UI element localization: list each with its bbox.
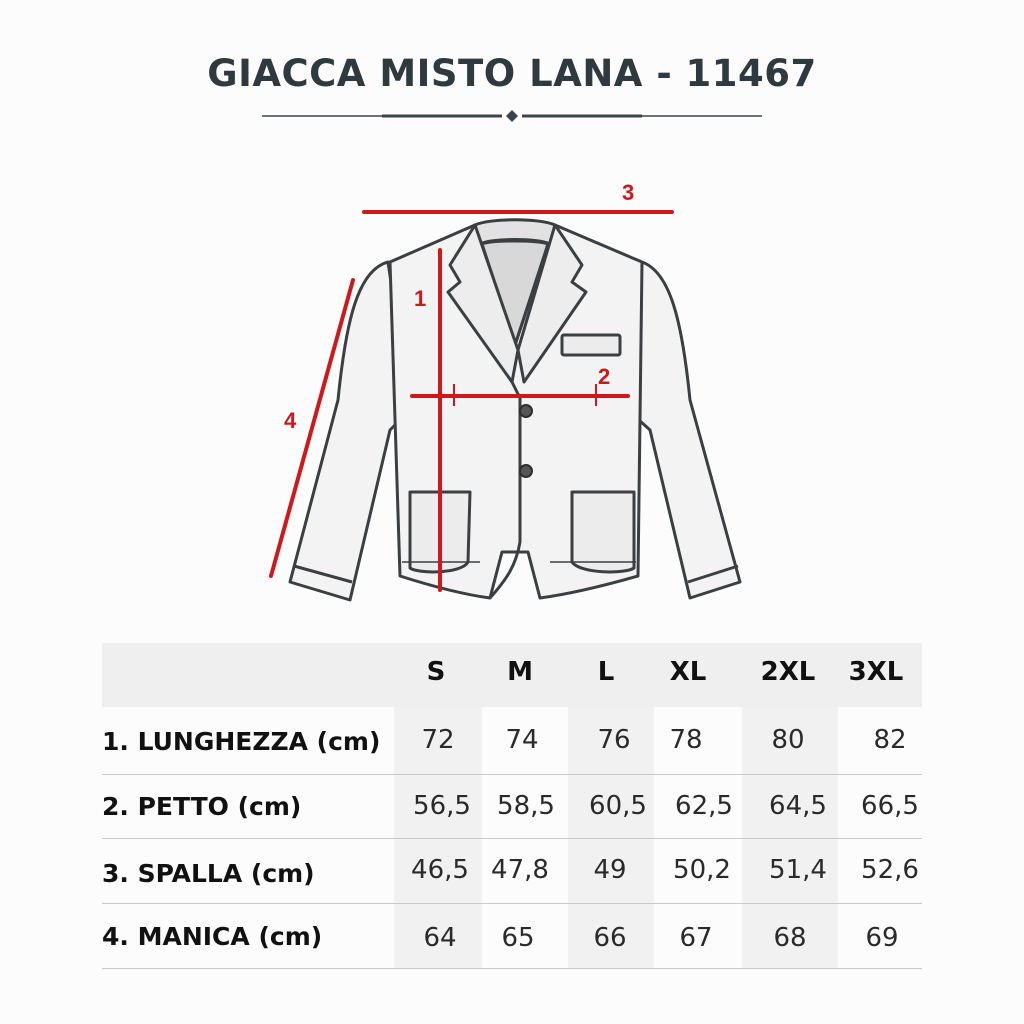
row-label-length: 1. LUNGHEZZA (cm) (102, 727, 381, 756)
table-cell: 66 (593, 923, 627, 953)
table-cell: 69 (865, 923, 899, 953)
table-cell: 46,5 (411, 855, 469, 885)
measure-label-shoulder: 3 (622, 180, 635, 205)
row-divider (102, 774, 922, 775)
page-title: GIACCA MISTO LANA - 11467 (207, 52, 817, 95)
table-cell: 82 (873, 725, 907, 755)
row-divider (102, 968, 922, 969)
row-divider (102, 838, 922, 839)
row-divider (102, 903, 922, 904)
measure-label-length: 1 (414, 286, 427, 311)
table-cell: 50,2 (673, 855, 731, 885)
table-cell: 76 (597, 725, 631, 755)
button-icon (520, 465, 532, 477)
table-cell: 49 (593, 855, 627, 885)
size-header-xl: XL (669, 657, 707, 687)
size-header-2xl: 2XL (760, 657, 816, 687)
table-cell: 56,5 (413, 791, 471, 821)
table-cell: 74 (505, 725, 539, 755)
row-label-chest: 2. PETTO (cm) (102, 792, 302, 821)
blazer-diagram (250, 170, 770, 610)
button-icon (520, 405, 532, 417)
measure-label-chest: 2 (598, 364, 611, 389)
row-label-shoulder: 3. SPALLA (cm) (102, 859, 315, 888)
table-cell: 64 (423, 923, 457, 953)
table-cell: 60,5 (589, 791, 647, 821)
table-cell: 78 (669, 725, 703, 755)
blazer-icon (290, 220, 740, 600)
table-cell: 58,5 (497, 791, 555, 821)
size-header-s: S (426, 657, 446, 687)
size-header-m: M (507, 657, 533, 687)
row-label-sleeve: 4. MANICA (cm) (102, 922, 323, 951)
table-cell: 80 (771, 725, 805, 755)
table-cell: 62,5 (675, 791, 733, 821)
table-cell: 67 (679, 923, 713, 953)
measure-label-sleeve: 4 (284, 408, 297, 433)
table-cell: 52,6 (861, 855, 919, 885)
table-cell: 65 (501, 923, 535, 953)
size-header-3xl: 3XL (848, 657, 904, 687)
title-divider (262, 106, 762, 126)
table-cell: 72 (421, 725, 455, 755)
table-cell: 66,5 (861, 791, 919, 821)
size-header-l: L (597, 657, 615, 687)
table-cell: 47,8 (491, 855, 549, 885)
table-cell: 64,5 (769, 791, 827, 821)
table-cell: 51,4 (769, 855, 827, 885)
table-cell: 68 (773, 923, 807, 953)
